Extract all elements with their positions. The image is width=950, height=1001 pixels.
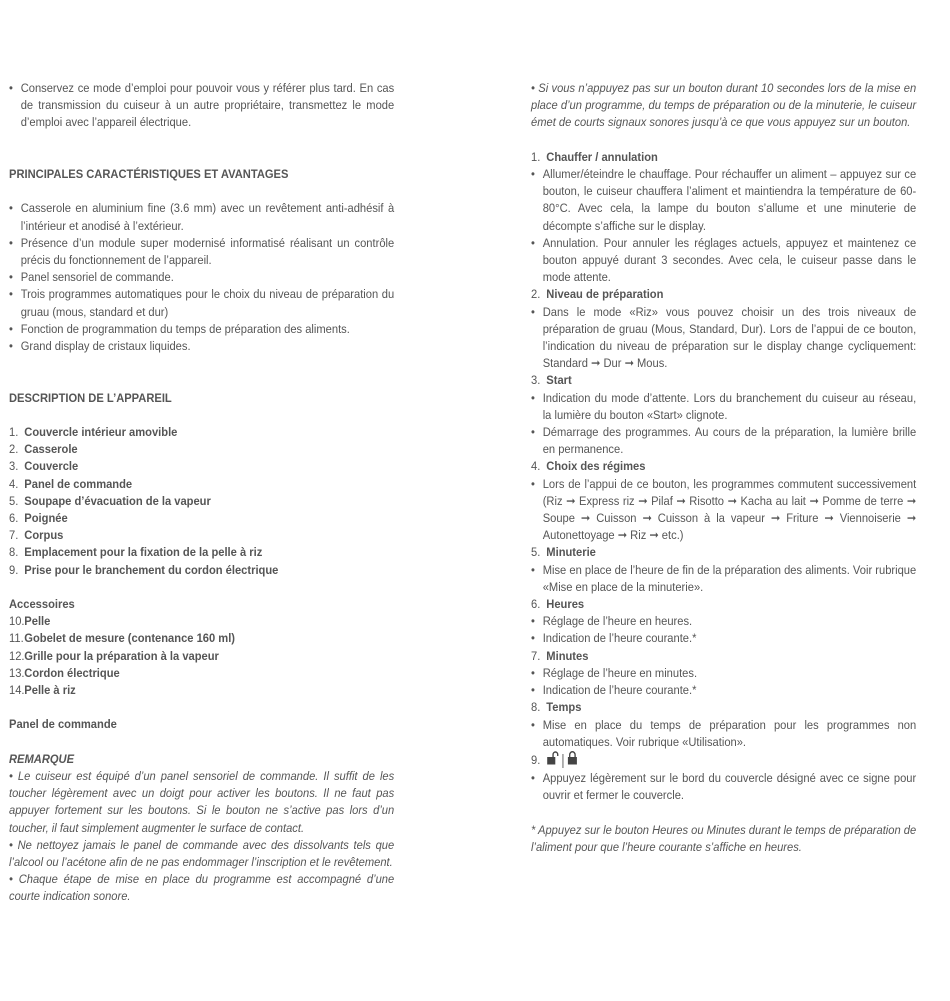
panel-heading: Panel de commande [9, 717, 117, 732]
remark-item: • Le cuiseur est équipé d’un panel sensoriel de commande. Il suffit de les toucher légèrement avec un doigt pour activer les boutons. Il ne faut pas appuyer fortement sur les boutons. Si le bouton ne s’active pas lors d’un toucher, il faut simplement augmenter le surface de contact. [9, 769, 395, 835]
section-number: 5. [531, 545, 541, 560]
item-number: 4. [9, 476, 19, 491]
section-heading [531, 648, 916, 665]
item-number: 3. [9, 459, 19, 474]
item-label: Grille pour la préparation à la vapeur [24, 648, 219, 663]
section-bullet: • Mise en place de l’heure de fin de la préparation des aliments. Voir rubrique «Mise en place de la minuterie». [531, 562, 916, 596]
left-column [9, 80, 394, 906]
section-number: 1. [531, 149, 541, 164]
section-title: Choix des régimes [546, 459, 646, 474]
feature-item: • Panel sensoriel de commande. [9, 269, 394, 286]
lock-item-bullet: • Appuyez légèrement sur le bord du couvercle désigné avec ce signe pour ouvrir et fermer le couvercle. [531, 770, 916, 804]
section-heading [531, 372, 916, 389]
intro-note: • Si vous n’appuyez pas sur un bouton durant 10 secondes lors de la mise en place d’un programme, du temps de préparation ou de la minuterie, le cuiseur émet de courts signaux sonores jusqu’à ce que vous appuyez sur un bouton. [531, 81, 917, 130]
part-item [9, 458, 394, 475]
item-label: Prise pour le branchement du cordon électrique [24, 562, 279, 577]
item-number: 12. [9, 648, 25, 663]
accessories-list [9, 613, 394, 699]
section-bullet: • Mise en place du temps de préparation pour les programmes non automatiques. Voir rubrique «Utilisation». [531, 717, 916, 751]
part-item [9, 527, 394, 544]
section-number: 6. [531, 597, 541, 612]
lock-item-number: 9. [531, 752, 541, 767]
section-bullet: • Réglage de l’heure en heures. [531, 613, 916, 630]
item-number: 9. [9, 562, 19, 577]
right-column [531, 80, 916, 856]
footnote: * Appuyez sur le bouton Heures ou Minutes durant le temps de préparation de l’aliment pour que l’heure courante s’affiche en heures. [531, 822, 917, 854]
item-number: 5. [9, 493, 19, 508]
part-item [9, 544, 394, 561]
accessory-item [9, 630, 394, 647]
accessory-item [9, 682, 394, 699]
part-item [9, 441, 394, 458]
section-title: Temps [546, 700, 582, 715]
section-bullet: • Réglage de l’heure en minutes. [531, 665, 916, 682]
feature-item: • Fonction de programmation du temps de préparation des aliments. [9, 321, 394, 338]
section-title: Minuterie [546, 545, 596, 560]
feature-item: • Trois programmes automatiques pour le choix du niveau de préparation du gruau (mous, standard et dur) [9, 286, 394, 320]
item-label: Soupape d’évacuation de la vapeur [24, 493, 211, 508]
description-heading: DESCRIPTION DE L’APPAREIL [9, 390, 172, 405]
accessory-item [9, 665, 394, 682]
icon-separator [563, 754, 564, 768]
part-item [9, 493, 394, 510]
item-number: 13. [9, 665, 25, 680]
section-bullet: • Lors de l’appui de ce bouton, les programmes commutent successivement (Riz ➞ Express riz ➞ Pilaf ➞ Risotto ➞ Kacha au lait ➞ Pomme de terre ➞ Soupe ➞ Cuisson ➞ Cuisson à la vapeur ➞ Friture ➞ Viennoiserie ➞ Autonettoyage ➞ Riz ➞ etc.) [531, 476, 916, 545]
lock-icon [567, 751, 578, 770]
item-number: 8. [9, 545, 19, 560]
intro-paragraph: • Conservez ce mode d’emploi pour pouvoir vous y référer plus tard. En cas de transmission du cuiseur à un autre propriétaire, transmettez le mode d’emploi avec l’appareil électrique. [9, 80, 394, 132]
section-number: 4. [531, 459, 541, 474]
item-label: Pelle à riz [24, 683, 76, 698]
section-bullet: • Dans le mode «Riz» vous pouvez choisir un des trois niveaux de préparation de gruau (Mous, Standard, Dur). Lors de l’appui de ce bouton, l’indication du niveau de préparation sur le display change cycliquement: Standard ➞ Dur ➞ Mous. [531, 304, 916, 373]
accessory-item [9, 613, 394, 630]
part-item [9, 424, 394, 441]
section-bullet: • Annulation. Pour annuler les réglages actuels, appuyez et maintenez ce bouton appuyé durant 3 secondes. Avec cela, le cuiseur passe dans le mode attente. [531, 235, 916, 287]
section-heading [531, 544, 916, 561]
item-label: Casserole [24, 442, 78, 457]
feature-item: • Casserole en aluminium fine (3.6 mm) avec un revêtement anti-adhésif à l’intérieur et anodisé à l’extérieur. [9, 200, 394, 234]
item-number: 7. [9, 528, 19, 543]
features-list [9, 200, 394, 355]
section-heading [531, 458, 916, 475]
section-bullet: • Indication du mode d’attente. Lors du branchement du cuiseur au réseau, la lumière du bouton «Start» clignote. [531, 390, 916, 424]
section-number: 2. [531, 287, 541, 302]
parts-list [9, 424, 394, 579]
section-number: 7. [531, 648, 541, 663]
feature-item: • Grand display de cristaux liquides. [9, 338, 394, 355]
remark-item: • Chaque étape de mise en place du programme est accompagné d’une courte indication sonore. [9, 872, 395, 904]
item-number: 2. [9, 442, 19, 457]
item-label: Emplacement pour la fixation de la pelle à riz [24, 545, 263, 560]
remark-heading: REMARQUE [9, 751, 75, 766]
section-heading [531, 699, 916, 716]
feature-item: • Présence d’un module super modernisé informatisé réalisant un contrôle précis du fonctionnement de l’appareil. [9, 235, 394, 269]
remarks-block [9, 768, 394, 906]
section-heading [531, 596, 916, 613]
section-title: Niveau de préparation [546, 287, 664, 302]
section-bullet: • Indication de l’heure courante.* [531, 682, 916, 699]
section-bullet: • Allumer/éteindre le chauffage. Pour réchauffer un aliment – appuyez sur ce bouton, le cuiseur chauffera l’aliment et maintiendra la température de 60-80°C. Avec cela, la lampe du bouton s’allume et une minuterie de décompte s’affiche sur le display. [531, 166, 916, 235]
item-label: Corpus [24, 528, 64, 543]
section-number: 3. [531, 373, 541, 388]
item-number: 14. [9, 683, 25, 698]
part-item [9, 562, 394, 579]
section-heading [531, 149, 916, 166]
item-label: Cordon électrique [24, 665, 120, 680]
item-number: 1. [9, 425, 19, 439]
item-number: 10. [9, 614, 25, 629]
remark-item: • Ne nettoyez jamais le panel de commande avec des dissolvants tels que l’alcool ou l’acétone afin de ne pas endommager l’inscription et le revêtement. [9, 837, 395, 870]
section-heading [531, 286, 916, 303]
section-number: 8. [531, 700, 541, 715]
accessories-heading: Accessoires [9, 597, 75, 612]
section-title: Minutes [546, 648, 589, 663]
item-number: 6. [9, 511, 19, 526]
accessory-item [9, 648, 394, 665]
lock-item-heading [531, 751, 916, 770]
item-label: Couvercle [24, 459, 79, 474]
item-number: 11. [9, 631, 24, 646]
item-label: Gobelet de mesure (contenance 160 ml) [24, 631, 236, 646]
section-title: Heures [546, 597, 585, 612]
section-bullet: • Démarrage des programmes. Au cours de la préparation, la lumière brille en permanence. [531, 424, 916, 458]
button-sections [531, 149, 916, 751]
features-heading: PRINCIPALES CARACTÉRISTIQUES ET AVANTAGES [9, 167, 289, 181]
item-label: Couvercle intérieur amovible [24, 425, 178, 439]
section-bullet: • Indication de l’heure courante.* [531, 630, 916, 647]
section-title: Chauffer / annulation [546, 149, 658, 164]
part-item [9, 510, 394, 527]
item-label: Poignée [24, 511, 68, 526]
item-label: Pelle [24, 614, 51, 629]
part-item [9, 476, 394, 493]
unlock-icon [546, 751, 559, 770]
section-title: Start [546, 373, 572, 388]
item-label: Panel de commande [24, 476, 133, 491]
